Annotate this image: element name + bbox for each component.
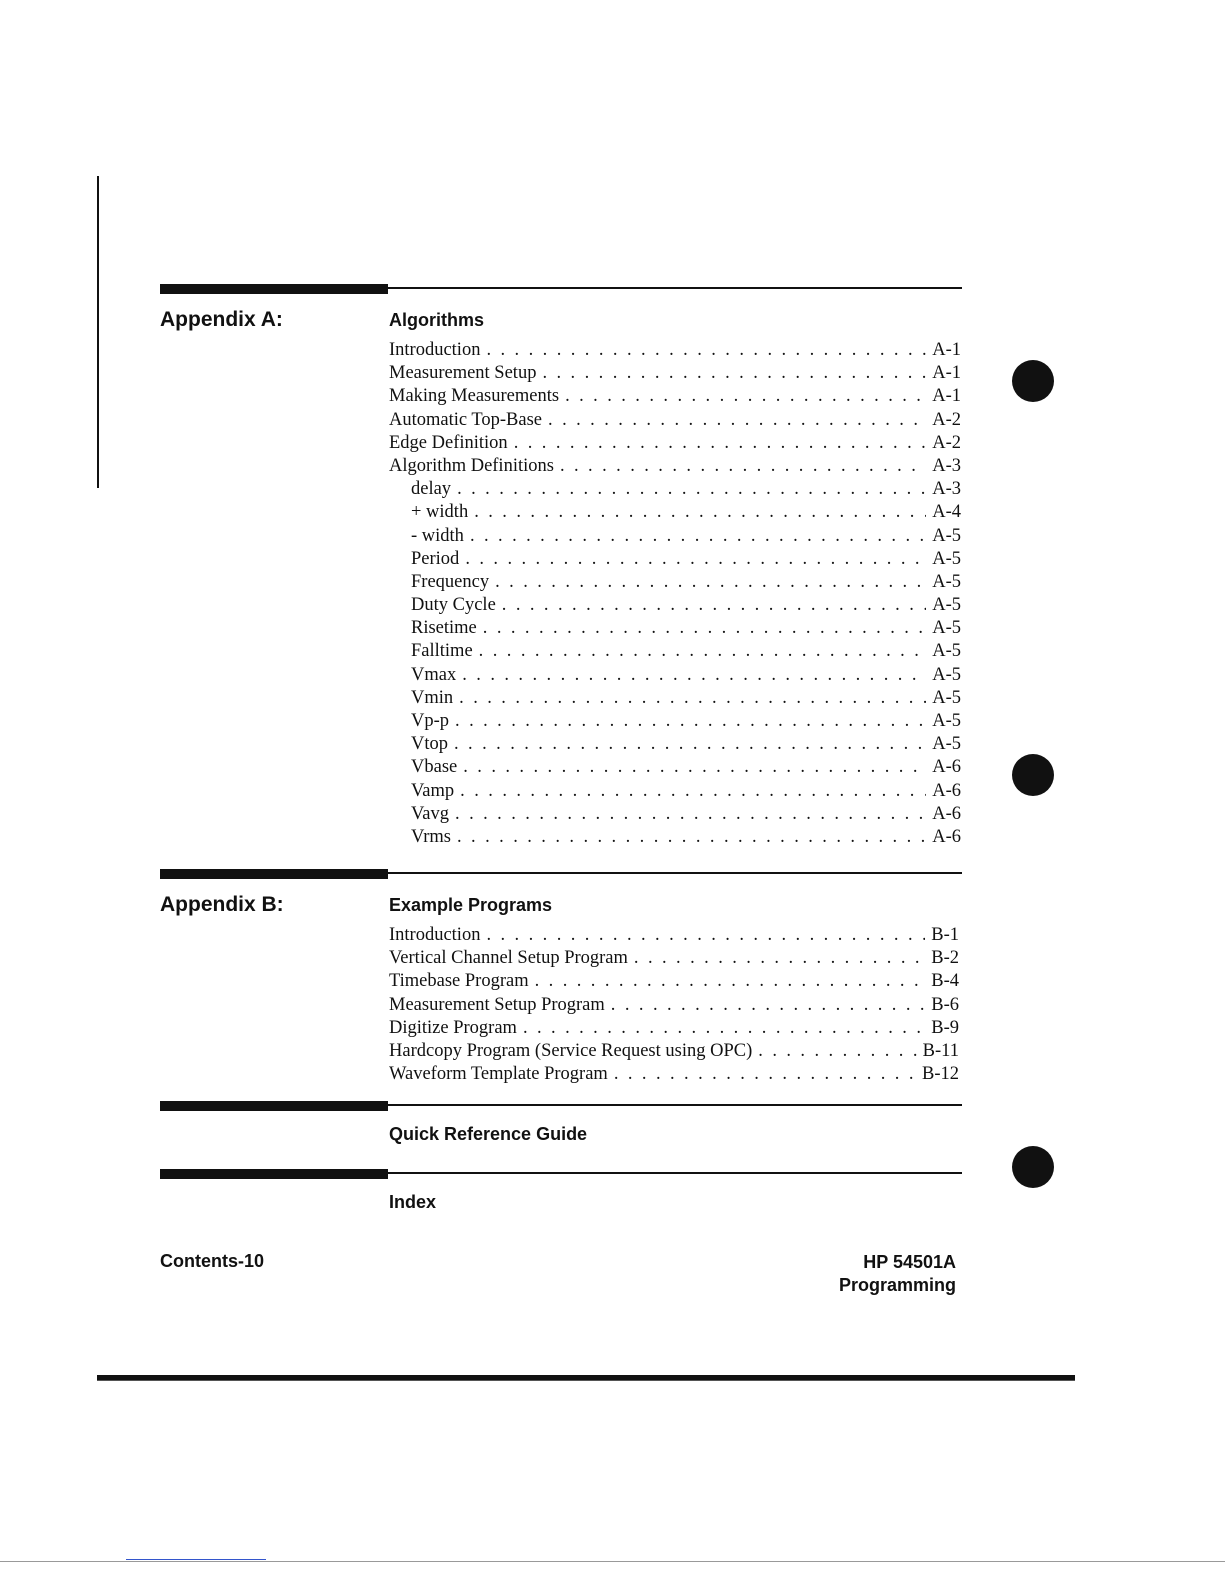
footer-product	[800, 1251, 956, 1297]
section-bar-index	[160, 1169, 388, 1179]
toc-subentry[interactable]: Vtop . . . A-5	[389, 733, 961, 756]
toc-subentry[interactable]: Vrms . . . A-6	[389, 826, 961, 849]
section-bar-qrg	[160, 1101, 388, 1111]
bottom-rule-shadow	[97, 1380, 1075, 1381]
punch-hole	[1012, 754, 1054, 796]
appendix-a-title: Algorithms	[389, 310, 485, 330]
toc-entry[interactable]: Introduction . . . B-1	[389, 924, 959, 947]
toc-subentry[interactable]: delay . . . A-3	[389, 478, 961, 501]
scan-edge-mark	[126, 1559, 266, 1560]
toc-subentry[interactable]: Period . . . A-5	[389, 548, 961, 571]
product-name: HP 54501A	[863, 1252, 956, 1272]
toc-subentry[interactable]: Vavg . . . A-6	[389, 803, 961, 826]
appendix-a-toc	[389, 339, 961, 849]
toc-entry[interactable]: Digitize Program . . . B-9	[389, 1017, 959, 1040]
section-bar-a	[160, 284, 388, 294]
page-number: Contents-10	[160, 1251, 265, 1271]
toc-subentry[interactable]: Vp-p . . . A-5	[389, 710, 961, 733]
appendix-a-label: Appendix A:	[160, 308, 283, 331]
scan-edge-line	[0, 1561, 1225, 1562]
section-bar-b	[160, 869, 388, 879]
manual-name: Programming	[838, 1275, 956, 1295]
toc-subentry[interactable]: - width . . . A-5	[389, 525, 961, 548]
toc-entry[interactable]: Automatic Top-Base . . . A-2	[389, 409, 961, 432]
toc-entry[interactable]: Waveform Template Program . . . B-12	[389, 1063, 959, 1086]
toc-subentry[interactable]: Frequency . . . A-5	[389, 571, 961, 594]
toc-subentry[interactable]: Vamp . . . A-6	[389, 780, 961, 803]
toc-subentry[interactable]: + width . . . A-4	[389, 501, 961, 524]
toc-entry[interactable]: Vertical Channel Setup Program . . . B-2	[389, 947, 959, 970]
toc-subentry[interactable]: Duty Cycle . . . A-5	[389, 594, 961, 617]
toc-subentry[interactable]: Falltime . . . A-5	[389, 640, 961, 663]
toc-entry[interactable]: Algorithm Definitions . . . A-3	[389, 455, 961, 478]
toc-entry[interactable]: Making Measurements . . . A-1	[389, 385, 961, 408]
toc-subentry[interactable]: Vmin . . . A-5	[389, 687, 961, 710]
appendix-b-toc	[389, 924, 959, 1086]
punch-hole	[1012, 1146, 1054, 1188]
quick-reference-title[interactable]: Quick Reference Guide	[389, 1124, 588, 1144]
appendix-b-label: Appendix B:	[160, 893, 284, 916]
toc-entry[interactable]: Measurement Setup Program . . . B-6	[389, 994, 959, 1017]
toc-subentry[interactable]: Vmax . . . A-5	[389, 664, 961, 687]
toc-entry[interactable]: Measurement Setup . . . A-1	[389, 362, 961, 385]
toc-entry[interactable]: Hardcopy Program (Service Request using OPC) . . . B-11	[389, 1040, 959, 1063]
toc-entry[interactable]: Timebase Program . . . B-4	[389, 970, 959, 993]
toc-subentry[interactable]: Vbase . . . A-6	[389, 756, 961, 779]
punch-hole	[1012, 360, 1054, 402]
toc-entry[interactable]: Edge Definition . . . A-2	[389, 432, 961, 455]
appendix-b-title: Example Programs	[389, 895, 553, 915]
margin-rule	[97, 176, 99, 488]
index-title[interactable]: Index	[389, 1192, 437, 1212]
toc-subentry[interactable]: Risetime . . . A-5	[389, 617, 961, 640]
toc-entry[interactable]: Introduction . . . A-1	[389, 339, 961, 362]
